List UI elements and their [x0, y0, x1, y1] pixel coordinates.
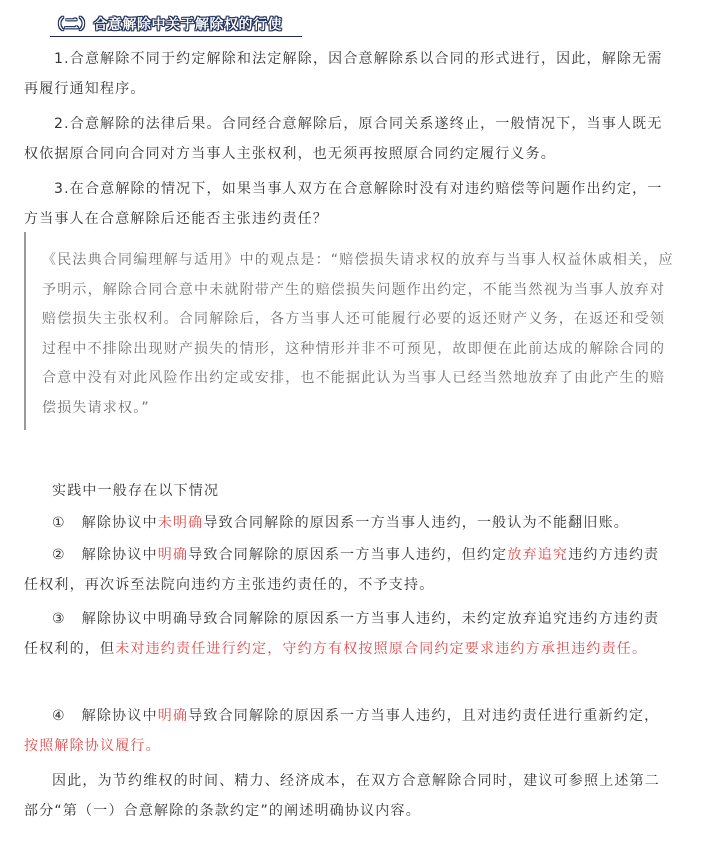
item-highlight: 明确 — [157, 547, 189, 563]
item-highlight: 放弃追究 — [507, 547, 569, 563]
list-item — [24, 604, 672, 664]
heading-underline — [50, 36, 302, 37]
conclusion-paragraph: 因此，为节约维权的时间、精力、经济成本，在双方合意解除合同时，建议可参照上述第二部分“第（一）合意解除的条款约定”的阐述明确协议内容。 — [24, 773, 660, 819]
item-text: 导致合同解除的原因系一方当事人违约，但约定 — [188, 547, 508, 563]
item-number: ② — [52, 547, 66, 563]
list-item — [24, 508, 672, 538]
item-text: 导致合同解除的原因系一方当事人违约，一般认为不能翻旧账。 — [203, 515, 629, 531]
item-highlight: 未对违约责任进行约定，守约方有权按照原合同约定要求违约方承担违约责任。 — [115, 641, 648, 657]
practice-intro: 实践中一般存在以下情况 — [52, 483, 220, 499]
item-text: 违约方违约责任权利，再次诉至法院向违约方主张违约责任的，不予支持。 — [24, 547, 660, 593]
item-number: ④ — [52, 708, 66, 724]
item-text: 解除协议中 — [81, 708, 158, 724]
item-number: ③ — [52, 611, 66, 627]
item-text: 解除协议中 — [81, 547, 158, 563]
paragraph-1: 1.合意解除不同于约定解除和法定解除，因合意解除系以合同的形式进行，因此，解除无需再履行通知程序。 — [24, 51, 663, 97]
section-heading: （二）合意解除中关于解除权的行使 — [50, 17, 282, 33]
item-text: 解除协议中明确导致合同解除的原因系一方当事人违约，未约定放弃追究违约方违约责任权利的，但 — [24, 611, 660, 657]
item-number: ① — [52, 515, 66, 531]
paragraph-3: 3.在合意解除的情况下，如果当事人双方在合意解除时没有对违约赔偿等问题作出约定，一方当事人在合意解除后还能否主张违约责任？ — [24, 181, 663, 227]
item-highlight: 未明确 — [157, 515, 204, 531]
list-item — [24, 701, 672, 761]
blockquote — [24, 232, 676, 430]
quote-text: 《民法典合同编理解与适用》中的观点是：“赔偿损失请求权的放弃与当事人权益休戚相关，应予明示，解除合同合意中未就附带产生的赔偿损失问题作出约定，不能当然视为当事人放弃对赔偿损失主张权利。合同解除后，各方当事人还可能履行必要的返还财产义务，在返还和受领过程中不排除出现财产损失的情形，这种情形并非不可预见，故即便在此前达成的解除合同的合意中没有对此风险作出约定或安排，也不能据此认为当事人已经当然地放弃了由此产生的赔偿损失请求权。” — [42, 252, 674, 416]
item-highlight: 按照解除协议履行。 — [24, 738, 161, 754]
paragraph-2: 2.合意解除的法律后果。合同经合意解除后，原合同关系遂终止，一般情况下，当事人既无权依据原合同向合同对方当事人主张权利，也无须再按照原合同约定履行义务。 — [24, 116, 663, 162]
list-item — [24, 540, 672, 600]
item-text: 导致合同解除的原因系一方当事人违约，且对违约责任进行重新约定， — [188, 708, 660, 724]
item-highlight: 明确 — [157, 708, 189, 724]
item-text: 解除协议中 — [81, 515, 158, 531]
